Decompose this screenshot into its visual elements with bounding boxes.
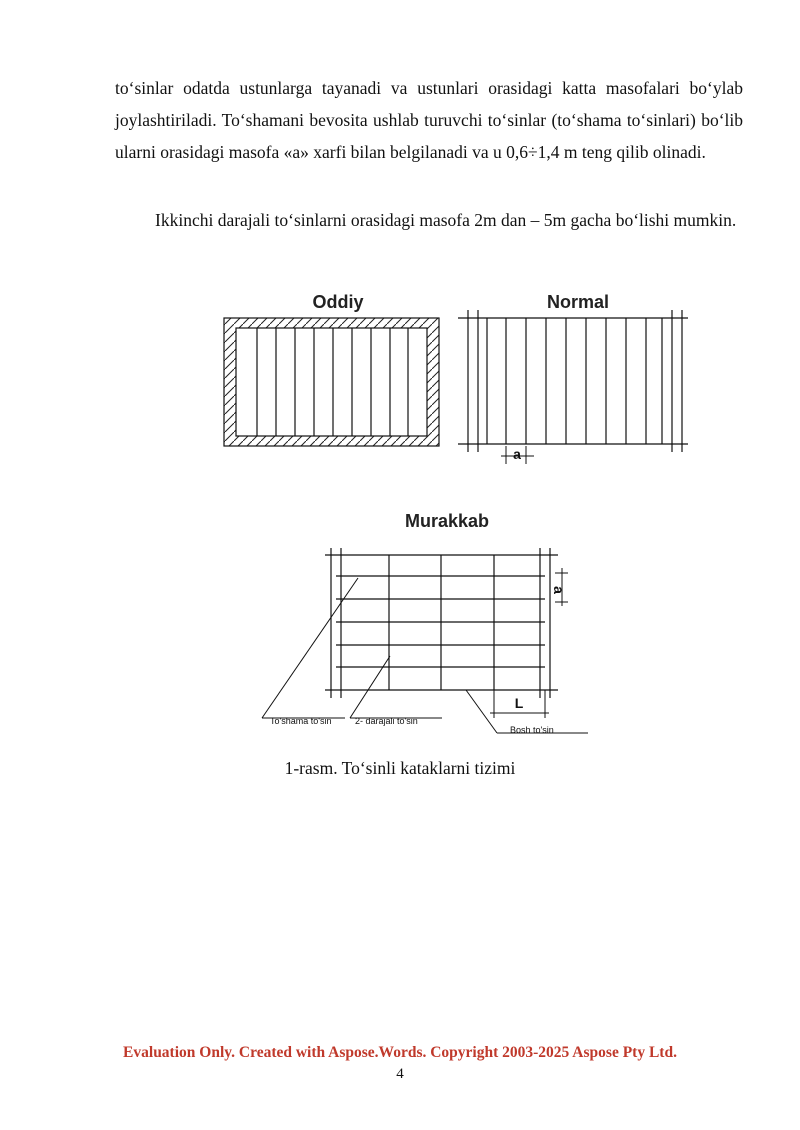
body-paragraph-2: Ikkinchi darajali to‘sinlarni orasidagi masofa 2m dan – 5m gacha bo‘lishi mumkin. <box>155 210 737 230</box>
figure-caption: 1-rasm. To‘sinli kataklarni tizimi <box>284 758 516 778</box>
callout-main-beam: Bosh to'sin <box>510 725 554 735</box>
body-paragraph-1: to‘sinlar odatda ustunlarga tayanadi va ustunlari orasidagi katta masofalari bo‘ylab joylashtiriladi. To‘shamani bevosita ushlab turuvchi to‘sinlar (to‘shama to‘sinlari) bo‘lib ularni orasidagi masofa «a» xarfi bilan belgilanadi va u 0,6÷1,4 m teng qilib olinadi. <box>115 78 743 162</box>
normal-diagram <box>458 292 688 464</box>
oddiy-diagram <box>224 292 439 446</box>
evaluation-watermark: Evaluation Only. Created with Aspose.Words. Copyright 2003-2025 Aspose Pty Ltd. <box>123 1044 677 1061</box>
murakkab-spacing-label: a <box>551 586 567 594</box>
murakkab-title: Murakkab <box>404 511 490 531</box>
oddiy-inner-area <box>236 328 427 436</box>
normal-frame <box>458 310 688 452</box>
callout-secondary-beam: 2- darajali to'sin <box>355 716 418 726</box>
murakkab-diagram <box>262 511 588 735</box>
normal-title: Normal <box>546 292 610 312</box>
normal-beams <box>487 318 662 444</box>
murakkab-leader-lines <box>262 578 588 733</box>
oddiy-title: Oddiy <box>312 292 364 312</box>
murakkab-span-label: L <box>514 695 524 711</box>
normal-spacing-label: a <box>513 446 521 462</box>
page-number: 4 <box>396 1066 404 1082</box>
callout-decking-beam: To'shama to'sin <box>270 716 332 726</box>
